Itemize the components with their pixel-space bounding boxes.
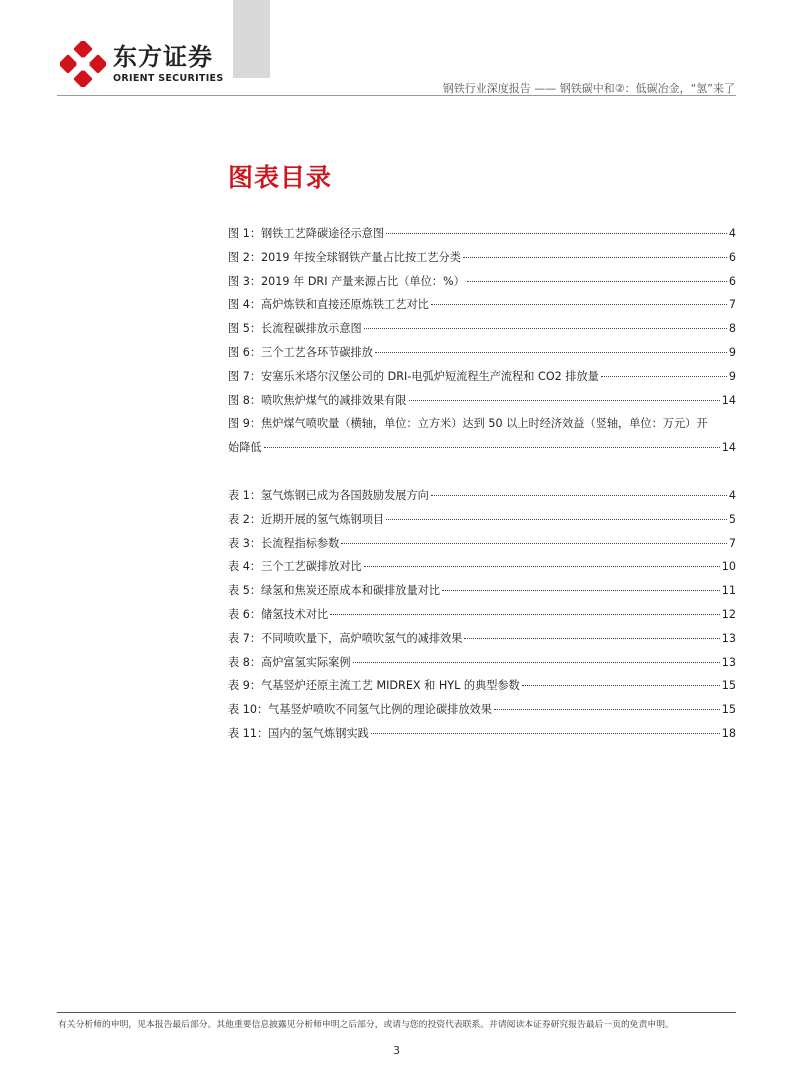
footer-disclaimer: 有关分析师的申明，见本报告最后部分。其他重要信息披露见分析师申明之后部分，或请与您的投资代表联系。并请阅读本证券研究报告最后一页的免责申明。 <box>58 1020 674 1030</box>
toc-leader-dots <box>353 662 720 663</box>
toc-entry-figure-5[interactable] <box>228 317 736 341</box>
company-logo <box>60 41 226 87</box>
toc-entry-table-9[interactable] <box>228 674 736 698</box>
toc-entry-label: 表 2：近期开展的氢气炼钢项目 <box>228 512 385 526</box>
toc-entry-figure-9[interactable] <box>228 412 736 460</box>
toc-entry-page: 6 <box>728 274 736 288</box>
toc-entry-figure-2[interactable] <box>228 246 736 270</box>
toc-entry-label: 表 3：长流程指标参数 <box>228 536 340 550</box>
toc-entry-label: 图 6：三个工艺各环节碳排放 <box>228 345 373 359</box>
toc-entry-page: 6 <box>728 250 736 264</box>
toc-leader-dots <box>409 400 720 401</box>
page-title: 图表目录 <box>228 163 333 192</box>
footer-divider <box>57 1012 736 1013</box>
toc-entry-label: 图 1：钢铁工艺降碳途径示意图 <box>228 227 385 240</box>
toc-entry-label: 图 4：高炉炼铁和直接还原炼铁工艺对比 <box>228 298 429 312</box>
toc-entry-label: 图 9：焦炉煤气喷吹量（横轴，单位：立方米）达到 50 以上时经济效益（竖轴，单位：万元）开 <box>228 417 708 431</box>
toc-entry-table-4[interactable] <box>228 555 736 579</box>
toc-entry-table-10[interactable] <box>228 698 736 722</box>
toc-entry-page: 11 <box>721 584 736 598</box>
toc-leader-dots <box>601 376 727 377</box>
header-divider <box>57 95 736 96</box>
toc-entry-page: 18 <box>721 726 736 740</box>
toc-leader-dots <box>442 590 720 591</box>
toc-entry-table-2[interactable] <box>228 508 736 532</box>
toc-entry-figure-8[interactable] <box>228 389 736 413</box>
toc-entry-label: 表 4：三个工艺碳排放对比 <box>228 560 362 574</box>
toc-entry-page: 14 <box>721 393 736 407</box>
toc-entry-label: 表 5：绿氢和焦炭还原成本和碳排放量对比 <box>228 584 441 598</box>
toc-entry-figure-1[interactable] <box>228 222 736 246</box>
logo-chinese-name: 东方证券 <box>113 43 213 71</box>
toc-entry-page: 13 <box>721 631 736 645</box>
toc-entry-label: 图 8：喷吹焦炉煤气的减排效果有限 <box>228 393 407 407</box>
toc-entry-page: 4 <box>728 489 736 502</box>
toc-entry-label: 表 1：氢气炼钢已成为各国鼓励发展方向 <box>228 489 429 502</box>
toc-entry-page: 10 <box>721 560 736 574</box>
toc-entry-table-6[interactable] <box>228 603 736 627</box>
toc-leader-dots <box>330 614 720 615</box>
toc-entry-figure-4[interactable] <box>228 293 736 317</box>
toc-leader-dots <box>375 352 727 353</box>
toc-leader-dots <box>467 281 727 282</box>
toc-entry-page: 7 <box>728 536 736 550</box>
toc-entry-label-continued: 始降低 <box>228 441 262 455</box>
toc-entry-page: 12 <box>721 607 736 621</box>
header-gray-tab <box>233 0 270 78</box>
toc-entry-table-8[interactable] <box>228 651 736 675</box>
toc-leader-dots <box>341 543 727 544</box>
toc-entry-label: 表 8：高炉富氢实际案例 <box>228 655 351 669</box>
toc-leader-dots <box>463 257 727 258</box>
toc-entry-label: 图 7：安塞乐米塔尔汉堡公司的 DRI-电弧炉短流程生产流程和 CO2 排放量 <box>228 369 599 383</box>
toc-entry-page: 5 <box>728 512 736 526</box>
toc-entry-table-5[interactable] <box>228 579 736 603</box>
toc-leader-dots <box>386 519 727 520</box>
toc-entry-label: 图 2：2019 年按全球钢铁产量占比按工艺分类 <box>228 250 461 264</box>
logo-english-name: ORIENT SECURITIES <box>113 73 224 84</box>
toc-entry-figure-3[interactable] <box>228 270 736 294</box>
figure-list <box>228 222 736 460</box>
toc-leader-dots <box>494 709 720 710</box>
toc-entry-label: 表 10：气基竖炉喷吹不同氢气比例的理论碳排放效果 <box>228 703 492 717</box>
toc-entry-label: 图 3：2019 年 DRI 产量来源占比（单位：%） <box>228 274 465 288</box>
toc-entry-label: 表 6：储氢技术对比 <box>228 607 329 621</box>
table-list <box>228 484 736 746</box>
toc-leader-dots <box>522 685 720 686</box>
toc-entry-page: 13 <box>721 655 736 669</box>
page-number: 3 <box>393 1044 400 1057</box>
toc-entry-figure-6[interactable] <box>228 341 736 365</box>
toc-leader-dots <box>371 733 720 734</box>
toc-entry-label: 表 11：国内的氢气炼钢实践 <box>228 726 369 740</box>
logo-mark-icon <box>60 41 106 87</box>
toc-leader-dots <box>464 638 719 639</box>
toc-entry-page: 9 <box>728 345 736 359</box>
toc-leader-dots <box>431 304 727 305</box>
toc-entry-page: 9 <box>728 369 736 383</box>
toc-entry-table-1[interactable] <box>228 484 736 508</box>
toc-leader-dots <box>386 233 727 234</box>
toc-entry-page: 14 <box>721 441 736 455</box>
toc-entry-table-7[interactable] <box>228 627 736 651</box>
toc-entry-page: 7 <box>728 298 736 312</box>
toc-entry-page: 15 <box>721 679 736 693</box>
toc-leader-dots <box>364 328 727 329</box>
toc-entry-page: 4 <box>728 227 736 240</box>
toc-entry-page: 8 <box>728 322 736 336</box>
toc-entry-label: 图 5：长流程碳排放示意图 <box>228 322 362 336</box>
toc-leader-dots <box>264 447 720 448</box>
toc-leader-dots <box>364 566 720 567</box>
toc-entry-label: 表 7：不同喷吹量下，高炉喷吹氢气的减排效果 <box>228 631 463 645</box>
toc-entry-page: 15 <box>721 703 736 717</box>
toc-entry-label: 表 9：气基竖炉还原主流工艺 MIDREX 和 HYL 的典型参数 <box>228 679 520 693</box>
toc-entry-table-11[interactable] <box>228 722 736 746</box>
toc-leader-dots <box>431 495 727 496</box>
toc-entry-figure-7[interactable] <box>228 365 736 389</box>
toc-entry-table-3[interactable] <box>228 532 736 556</box>
report-header-line: 钢铁行业深度报告 —— 钢铁碳中和②：低碳冶金，“氢”来了 <box>442 82 735 95</box>
